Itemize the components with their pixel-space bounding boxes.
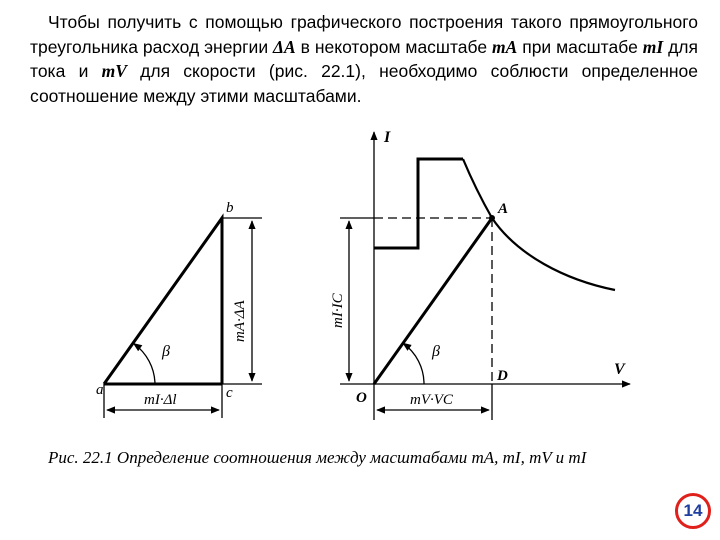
point-a-label: A: [498, 201, 509, 217]
triangle-angle-beta-label: β: [162, 343, 170, 360]
graph-angle-beta-label: β: [432, 343, 440, 360]
graph-horizontal-dim-label: mV·VC: [410, 392, 453, 408]
text-part-1: Чтобы получить с помощью графического построения такого прямоугольного треугольника расход энергии: [30, 12, 698, 57]
graph-angle-arc: [403, 343, 424, 384]
vertex-a-label: a: [96, 382, 104, 398]
ma-symbol: mA: [492, 36, 518, 57]
triangle-horizontal-dim-label: mI·Δl: [144, 392, 177, 408]
point-d-label: D: [497, 368, 508, 384]
current-speed-graph: [330, 129, 630, 420]
page-number-badge: [675, 493, 711, 529]
mi-symbol: mI: [642, 36, 664, 57]
left-triangle-diagram: [96, 200, 262, 418]
vertex-c-label: c: [226, 385, 233, 401]
point-a-dot: [489, 215, 495, 221]
y-axis-label: I: [384, 129, 391, 146]
mv-symbol: mV: [101, 61, 127, 81]
triangle-vertical-dim-label: mA·ΔA: [232, 300, 248, 342]
page-number: 14: [683, 501, 703, 520]
text-part-3: при масштабе: [517, 36, 643, 57]
current-step-curve: [374, 159, 463, 248]
figure-caption: Рис. 22.1 Определение соотношения между масштабами mA, mI, mV и mI: [48, 448, 587, 467]
text-part-5: для скорости (рис. 22.1), необходимо соблюсти определенное соотношение между этими масштабами.: [30, 61, 698, 106]
graph-vertical-dim-label: mI·IC: [330, 293, 346, 328]
vertex-b-label: b: [226, 200, 234, 216]
text-part-2: в некотором масштабе: [295, 36, 492, 57]
delta-a-symbol: ΔA: [273, 36, 296, 57]
triangle-angle-arc: [134, 344, 155, 385]
origin-label: O: [356, 390, 367, 406]
text-part-4: для тока и: [30, 36, 698, 81]
x-axis-label: V: [614, 361, 625, 378]
